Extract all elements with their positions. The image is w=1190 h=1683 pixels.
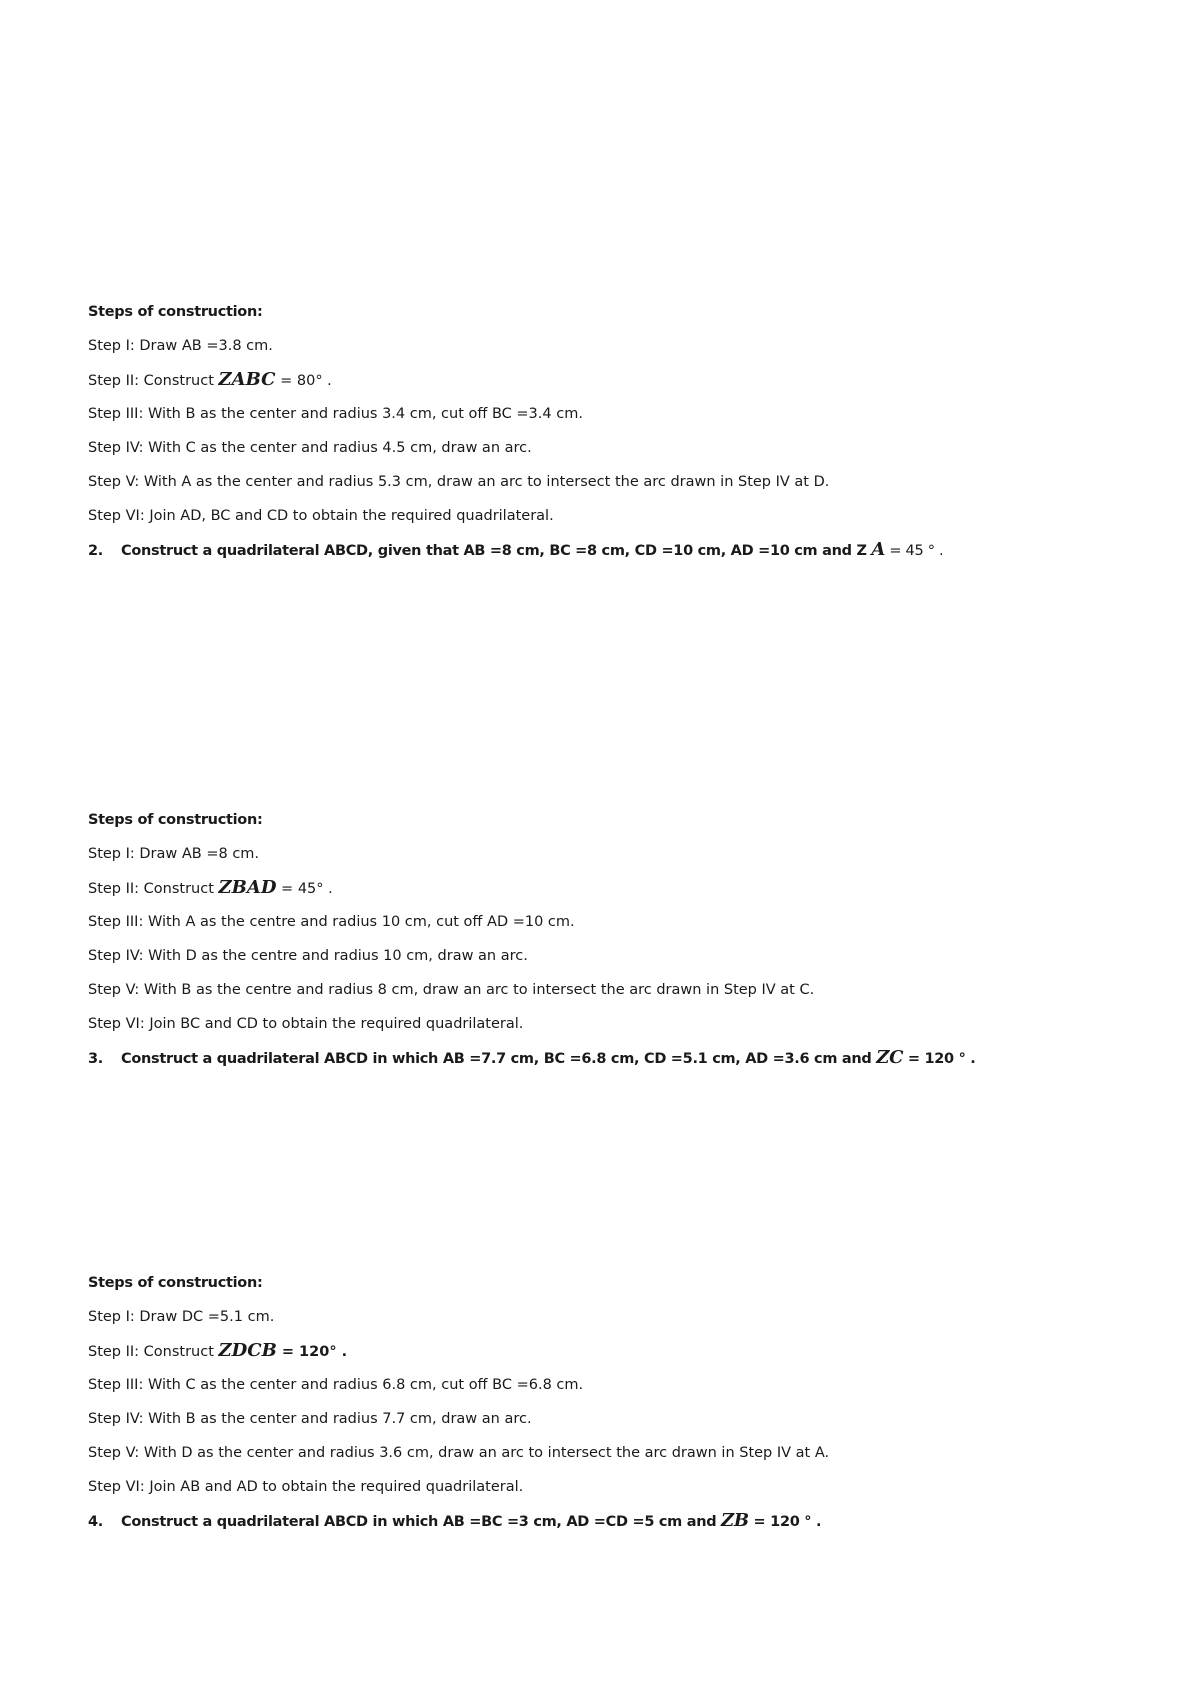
question-number: 4. <box>88 1514 103 1530</box>
math-expression: ZDCB <box>218 1340 277 1361</box>
question-line: 2. Construct a quadrilateral ABCD, given that AB =8 cm, BC =8 cm, CD =10 cm, AD =10 cm and Z A = 45 ° . <box>88 539 944 560</box>
step-line: Step I: Draw AB =8 cm. <box>88 846 260 862</box>
step-line: Step IV: With B as the center and radius 7.7 cm, draw an arc. <box>88 1411 532 1427</box>
step-line: Step II: Construct ZDCB = 120° . <box>88 1340 348 1361</box>
step-line: Step VI: Join BC and CD to obtain the required quadrilateral. <box>88 1016 524 1032</box>
math-expression: A <box>871 539 886 560</box>
section-heading: Steps of construction: <box>88 1275 263 1291</box>
math-expression: ZC <box>876 1047 904 1068</box>
step-line: Step IV: With D as the centre and radius 10 cm, draw an arc. <box>88 948 528 964</box>
step-line: Step III: With C as the center and radius 6.8 cm, cut off BC =6.8 cm. <box>88 1377 584 1393</box>
step-line: Step VI: Join AD, BC and CD to obtain the required quadrilateral. <box>88 508 554 524</box>
step-line: Step III: With A as the centre and radius 10 cm, cut off AD =10 cm. <box>88 914 575 930</box>
step-line: Step V: With B as the centre and radius 8 cm, draw an arc to intersect the arc drawn in Step IV at C. <box>88 982 815 998</box>
step-line: Step II: Construct ZABC = 80° . <box>88 369 332 390</box>
section-heading: Steps of construction: <box>88 812 263 828</box>
step-line: Step I: Draw AB =3.8 cm. <box>88 338 273 354</box>
math-expression: ZABC <box>218 369 276 390</box>
step-line: Step II: Construct ZBAD = 45° . <box>88 877 333 898</box>
question-number: 2. <box>88 543 103 559</box>
math-expression: ZBAD <box>218 877 277 898</box>
section-heading: Steps of construction: <box>88 304 263 320</box>
step-line: Step I: Draw DC =5.1 cm. <box>88 1309 275 1325</box>
question-line: 3. Construct a quadrilateral ABCD in which AB =7.7 cm, BC =6.8 cm, CD =5.1 cm, AD =3.6 cm and ZC = 120 ° . <box>88 1047 976 1068</box>
math-expression: ZB <box>721 1510 749 1531</box>
question-line: 4. Construct a quadrilateral ABCD in which AB =BC =3 cm, AD =CD =5 cm and ZB = 120 ° . <box>88 1510 822 1531</box>
step-line: Step V: With D as the center and radius 3.6 cm, draw an arc to intersect the arc drawn in Step IV at A. <box>88 1445 830 1461</box>
question-number: 3. <box>88 1051 103 1067</box>
step-line: Step V: With A as the center and radius 5.3 cm, draw an arc to intersect the arc drawn in Step IV at D. <box>88 474 830 490</box>
step-line: Step III: With B as the center and radius 3.4 cm, cut off BC =3.4 cm. <box>88 406 583 422</box>
step-line: Step VI: Join AB and AD to obtain the required quadrilateral. <box>88 1479 524 1495</box>
step-line: Step IV: With C as the center and radius 4.5 cm, draw an arc. <box>88 440 532 456</box>
